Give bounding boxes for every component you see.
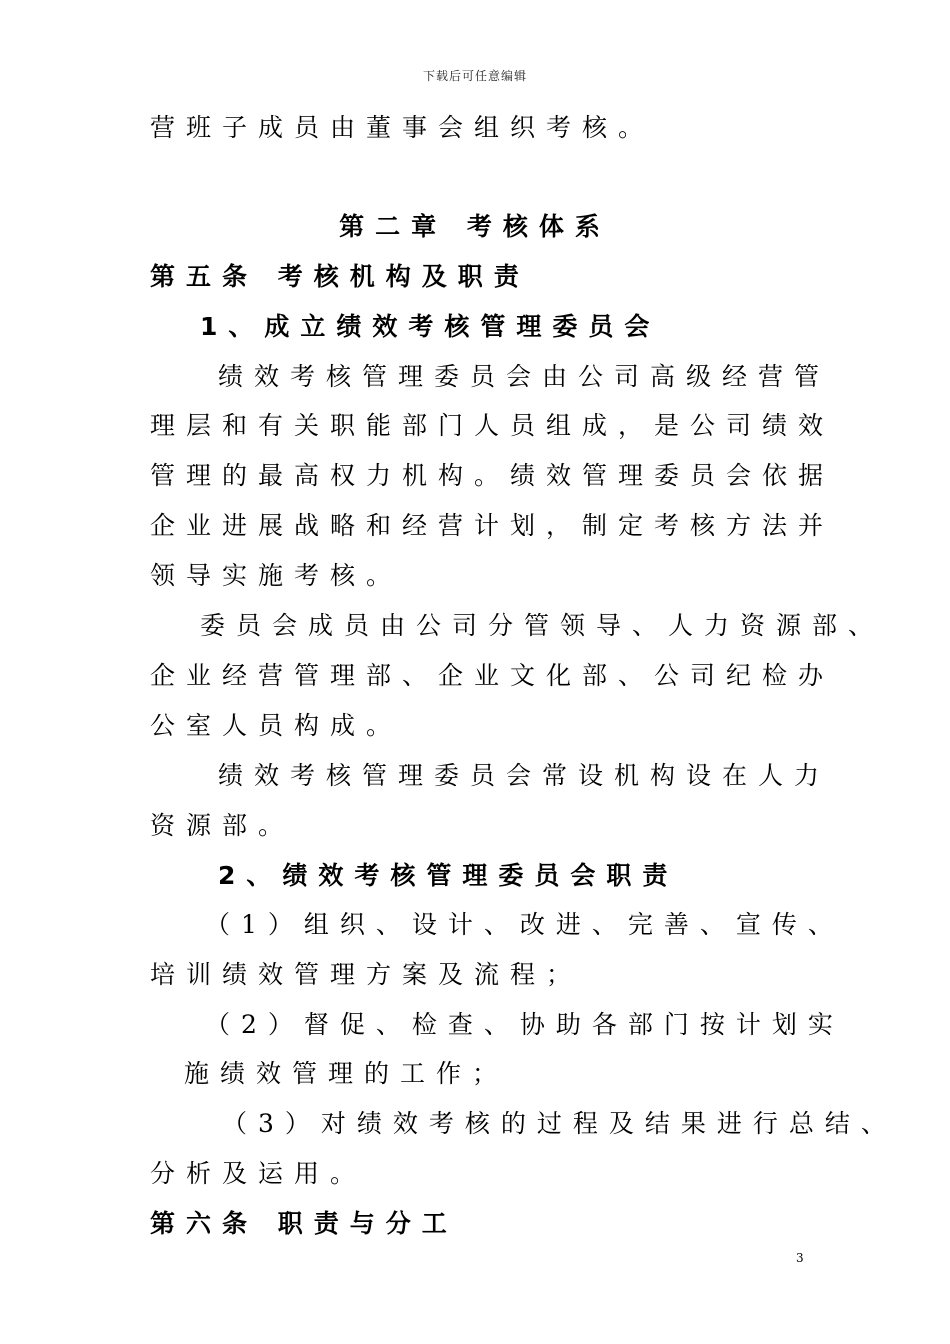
section-heading: 2、绩效考核管理委员会职责 [218, 861, 679, 890]
text-line: 绩效考核管理委员会由公司高级经营管 [218, 362, 831, 391]
section-heading: 1、成立绩效考核管理委员会 [200, 312, 661, 341]
text-line: 委员会成员由公司分管领导、人力资源部、 [200, 611, 885, 640]
list-item: （1）组织、设计、改进、完善、宣传、 [205, 910, 844, 939]
text-line: 企业经营管理部、企业文化部、公司纪检办 [150, 661, 835, 690]
text-line: 公室人员构成。 [150, 711, 403, 740]
text-line: 理层和有关职能部门人员组成，是公司绩效 [150, 411, 835, 440]
text-line: 领导实施考核。 [150, 561, 403, 590]
text-line: 企业进展战略和经营计划，制定考核方法并 [150, 511, 835, 540]
text-line: 资源部。 [150, 811, 295, 840]
chapter-title: 第二章 考核体系 [339, 212, 611, 241]
text-line: 分析及运用。 [150, 1159, 367, 1188]
article-heading: 第五条 考核机构及职责 [150, 262, 530, 291]
text-line: 管理的最高权力机构。绩效管理委员会依据 [150, 461, 835, 490]
list-item: （3）对绩效考核的过程及结果进行总结、 [222, 1109, 897, 1138]
list-item: （2）督促、检查、协助各部门按计划实 [205, 1010, 844, 1039]
text-line: 营班子成员由董事会组织考核。 [150, 113, 655, 142]
article-heading: 第六条 职责与分工 [150, 1209, 458, 1238]
text-line: 绩效考核管理委员会常设机构设在人力 [218, 761, 831, 790]
page-number: 3 [796, 1251, 804, 1265]
text-line: 施绩效管理的工作； [184, 1059, 509, 1088]
text-line: 培训绩效管理方案及流程； [150, 960, 583, 989]
page-header: 下载后可任意编辑 [422, 69, 527, 83]
